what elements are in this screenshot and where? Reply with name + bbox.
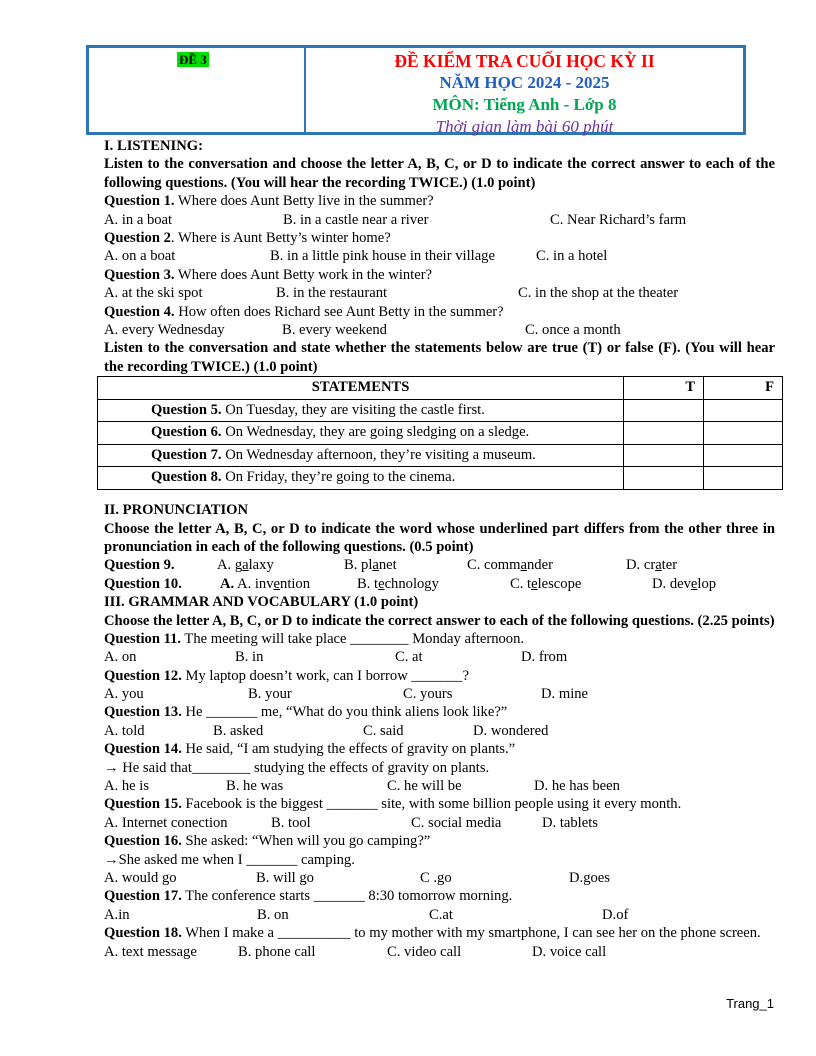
option-b-part: B. pl: [344, 557, 373, 574]
option-b: B. in a little pink house in their village: [270, 248, 495, 265]
header-right-cell: [306, 48, 743, 136]
table-row: [98, 467, 783, 490]
option-c: C.at: [429, 906, 453, 923]
table-row: [98, 422, 783, 445]
option-b: B. in: [235, 649, 264, 666]
false-answer-cell[interactable]: [704, 467, 783, 490]
option-d: [652, 575, 716, 593]
option-a: A. told: [104, 722, 145, 739]
option-c: C. said: [363, 722, 404, 739]
table-row: [98, 444, 783, 467]
question-label: Question 18.: [104, 925, 182, 942]
answer-options: [104, 284, 775, 302]
option-c: C. Near Richard’s farm: [550, 211, 687, 228]
option-d: D. mine: [541, 686, 589, 703]
true-false-table: [97, 376, 783, 490]
option-c-part: C. comm: [467, 557, 521, 574]
option-b: B. in a castle near a river: [283, 211, 429, 228]
option-b-part: B. t: [357, 575, 379, 592]
question-label: Question 6.: [151, 424, 222, 441]
question-text: The meeting will take place ________ Monday afternoon.: [181, 630, 525, 647]
question: [104, 667, 775, 685]
option-b: B. every weekend: [282, 321, 387, 338]
underlined-letter: a: [520, 557, 527, 574]
statement-text: On Wednesday, they are going sledging on a sledge.: [221, 424, 530, 441]
header-left-cell: [89, 48, 306, 132]
option-a: A.in: [104, 906, 130, 923]
section-heading: III. GRAMMAR AND VOCABULARY (1.0 point): [104, 594, 419, 611]
option-a: A. in a boat: [104, 211, 173, 228]
pronunciation-question: [104, 575, 775, 593]
question: [104, 229, 775, 247]
question-label: Question 14.: [104, 741, 182, 758]
option-b: B. asked: [213, 722, 264, 739]
question-label: Question 12.: [104, 667, 182, 684]
answer-options: [104, 906, 775, 924]
option-b: B. your: [248, 686, 292, 703]
option-d: D. voice call: [532, 943, 607, 960]
option-c: C. at: [395, 649, 423, 666]
question: [104, 703, 775, 721]
option-a: A. every Wednesday: [104, 321, 225, 338]
question-text: The conference starts _______ 8:30 tomorrow morning.: [181, 888, 513, 905]
underlined-letter: a: [655, 557, 662, 574]
answer-options: [104, 777, 775, 795]
option-d-part: D. cr: [626, 557, 656, 574]
section-heading: II. PRONUNCIATION: [104, 502, 249, 519]
question-label: Question 15.: [104, 796, 182, 813]
option-a-letter: A.: [220, 575, 235, 592]
option-a: A. you: [104, 686, 144, 703]
section-heading: I. LISTENING:: [104, 138, 203, 154]
question-label: Question 3.: [104, 266, 175, 283]
question: [104, 192, 775, 210]
exam-title: ĐỀ KIỂM TRA CUỐI HỌC KỲ II: [394, 51, 655, 71]
answer-options: [104, 814, 775, 832]
true-answer-cell[interactable]: [624, 444, 704, 467]
option-d: D.of: [602, 906, 629, 923]
instruction-text: Choose the letter A, B, C, or D to indicate the word whose underlined part differs from the other three in pronunciation in each of the following questions: [104, 520, 775, 555]
option-c: C. in the shop at the theater: [518, 285, 679, 302]
answer-options: [104, 943, 775, 961]
question: [104, 832, 775, 850]
question: [104, 630, 775, 648]
option-a-part: laxy: [248, 557, 274, 574]
question-text: When I make a __________ to my mother with my smartphone, I can see her on the phone screen.: [181, 925, 761, 942]
underlined-letter: e: [690, 575, 698, 592]
option-b: B. will go: [256, 870, 314, 886]
option-d: D. he has been: [534, 778, 620, 795]
option-c-part: nder: [527, 557, 553, 574]
option-b: [344, 556, 397, 574]
option-c: C .go: [420, 870, 452, 886]
true-answer-cell[interactable]: [624, 422, 704, 445]
question: [104, 303, 775, 321]
table-header-row: [98, 377, 783, 400]
instruction: Listen to the conversation and choose the letter A, B, C, or D to indicate the correct answer to each of the following questions. (You will hear the recording TWICE.) (1.0 point): [104, 156, 775, 191]
statement-cell: [98, 467, 624, 490]
option-a-part: ntion: [280, 575, 311, 592]
false-answer-cell[interactable]: [704, 422, 783, 445]
statement-text: On Tuesday, they are visiting the castle first.: [221, 401, 485, 418]
true-answer-cell[interactable]: [624, 467, 704, 490]
answer-options: [104, 211, 775, 229]
underlined-letter: e: [531, 575, 538, 592]
question-text: Where does Aunt Betty live in the summer?: [174, 193, 434, 210]
option-a-part: A. g: [217, 557, 243, 574]
question-label: Question 9.: [104, 557, 175, 574]
option-d: D. wondered: [473, 722, 549, 739]
question-text: Where does Aunt Betty work in the winter?: [174, 266, 433, 283]
question-text: How often does Richard see Aunt Betty in the summer?: [174, 303, 504, 320]
answer-options: [104, 722, 775, 740]
option-c: C. in a hotel: [536, 248, 608, 265]
question-text: . Where is Aunt Betty’s winter home?: [170, 229, 391, 246]
option-c: [467, 556, 553, 574]
option-c: C. he will be: [387, 778, 462, 795]
question-label: Question 4.: [104, 303, 175, 320]
question-label: Question 7.: [151, 446, 222, 463]
question-label: Question 13.: [104, 704, 182, 721]
underlined-letter: e: [273, 575, 281, 592]
answer-options: [104, 321, 775, 339]
underlined-letter: a: [242, 557, 249, 574]
option-d: D. tablets: [542, 814, 598, 831]
question-label: Question 1.: [104, 193, 175, 210]
option-b: B. tool: [271, 814, 311, 831]
subject: MÔN: Tiếng Anh - Lớp 8: [432, 95, 617, 114]
answer-options: [104, 247, 775, 265]
table-row: [98, 399, 783, 422]
answer-options: [104, 685, 775, 703]
school-year: NĂM HỌC 2024 - 2025: [439, 73, 610, 92]
question-rewrite: →She asked me when I _______ camping.: [104, 851, 355, 868]
question-label: Question 8.: [151, 469, 222, 486]
true-column-header: T: [624, 377, 704, 400]
option-a: [220, 575, 310, 593]
true-answer-cell[interactable]: [624, 399, 704, 422]
option-c-part: C. t: [510, 575, 532, 592]
option-d: D. from: [521, 649, 568, 666]
option-a: A. on: [104, 649, 137, 666]
option-a: A. at the ski spot: [104, 285, 203, 302]
option-b: B. phone call: [238, 943, 316, 960]
false-answer-cell[interactable]: [704, 444, 783, 467]
option-d: D.goes: [569, 870, 610, 886]
instruction: [104, 520, 775, 557]
question-text: She asked: “When will you go camping?”: [181, 833, 431, 850]
option-c: C. social media: [411, 814, 502, 831]
option-a-part: A. inv: [234, 575, 274, 592]
option-b-part: chnology: [384, 575, 439, 592]
question-text: He said, “I am studying the effects of gravity on plants.”: [181, 741, 516, 758]
pronunciation-question: [104, 556, 775, 574]
time-limit: Thời gian làm bài 60 phút: [435, 117, 614, 136]
false-answer-cell[interactable]: [704, 399, 783, 422]
statement-cell: [98, 422, 624, 445]
page-number: Trang_1: [726, 996, 774, 1011]
statement-text: On Wednesday afternoon, they’re visiting a museum.: [221, 446, 536, 463]
statement-cell: [98, 399, 624, 422]
option-d: [626, 556, 677, 574]
option-d-part: D. dev: [652, 575, 691, 592]
false-column-header: F: [704, 377, 783, 400]
question-label: Question 17.: [104, 888, 182, 905]
answer-options: [104, 648, 775, 666]
question: [104, 266, 775, 284]
question-label: Question 5.: [151, 401, 222, 418]
option-a: A. Internet conection: [104, 814, 228, 831]
question-text: My laptop doesn’t work, can I borrow _______?: [181, 667, 469, 684]
underlined-letter: a: [372, 557, 379, 574]
instruction-points: . (0.5 point): [402, 538, 474, 555]
option-c: C. yours: [403, 686, 453, 703]
option-d-part: lop: [697, 575, 717, 592]
option-d-part: ter: [661, 557, 678, 574]
question: [104, 887, 775, 905]
option-a: A. text message: [104, 943, 197, 960]
option-b: B. on: [257, 906, 289, 923]
option-a: A. on a boat: [104, 248, 176, 265]
question-rewrite: → He said that________ studying the effects of gravity on plants.: [104, 759, 490, 776]
option-a: A. would go: [104, 870, 177, 886]
question-label: Question 10.: [104, 575, 182, 592]
statements-header: STATEMENTS: [98, 377, 624, 400]
question: [104, 795, 775, 813]
option-b: [357, 575, 439, 593]
option-a: A. he is: [104, 778, 149, 795]
instruction: Choose the letter A, B, C, or D to indicate the correct answer to each of the following questions. (2.25 points): [104, 612, 775, 629]
statement-text: On Friday, they’re going to the cinema.: [221, 469, 456, 486]
option-c: C. once a month: [525, 321, 621, 338]
option-c: [510, 575, 581, 593]
option-b: B. in the restaurant: [276, 285, 388, 302]
instruction: Listen to the conversation and state whether the statements below are true (T) or false (F). (You will hear the recording TWICE.) (1.0 point): [104, 340, 775, 375]
answer-options: [104, 869, 775, 887]
question-label: Question 11.: [104, 630, 182, 647]
question: [104, 924, 775, 942]
option-c: C. video call: [387, 943, 462, 960]
option-b: B. he was: [226, 778, 284, 795]
option-a: [217, 556, 274, 574]
exam-header: [86, 45, 746, 135]
question: [104, 740, 775, 758]
underlined-letter: e: [378, 575, 385, 592]
exam-code-badge: ĐỀ 3: [179, 52, 207, 67]
question-label: Question 2: [104, 229, 171, 246]
exam-body: [104, 137, 775, 961]
option-b-part: net: [378, 557, 397, 574]
question-text: He _______ me, “What do you think aliens look like?”: [181, 704, 508, 721]
option-c-part: lescope: [537, 575, 582, 592]
statement-cell: [98, 444, 624, 467]
question-label: Question 16.: [104, 833, 182, 850]
question-text: Facebook is the biggest _______ site, with some billion people using it every month.: [181, 796, 682, 813]
